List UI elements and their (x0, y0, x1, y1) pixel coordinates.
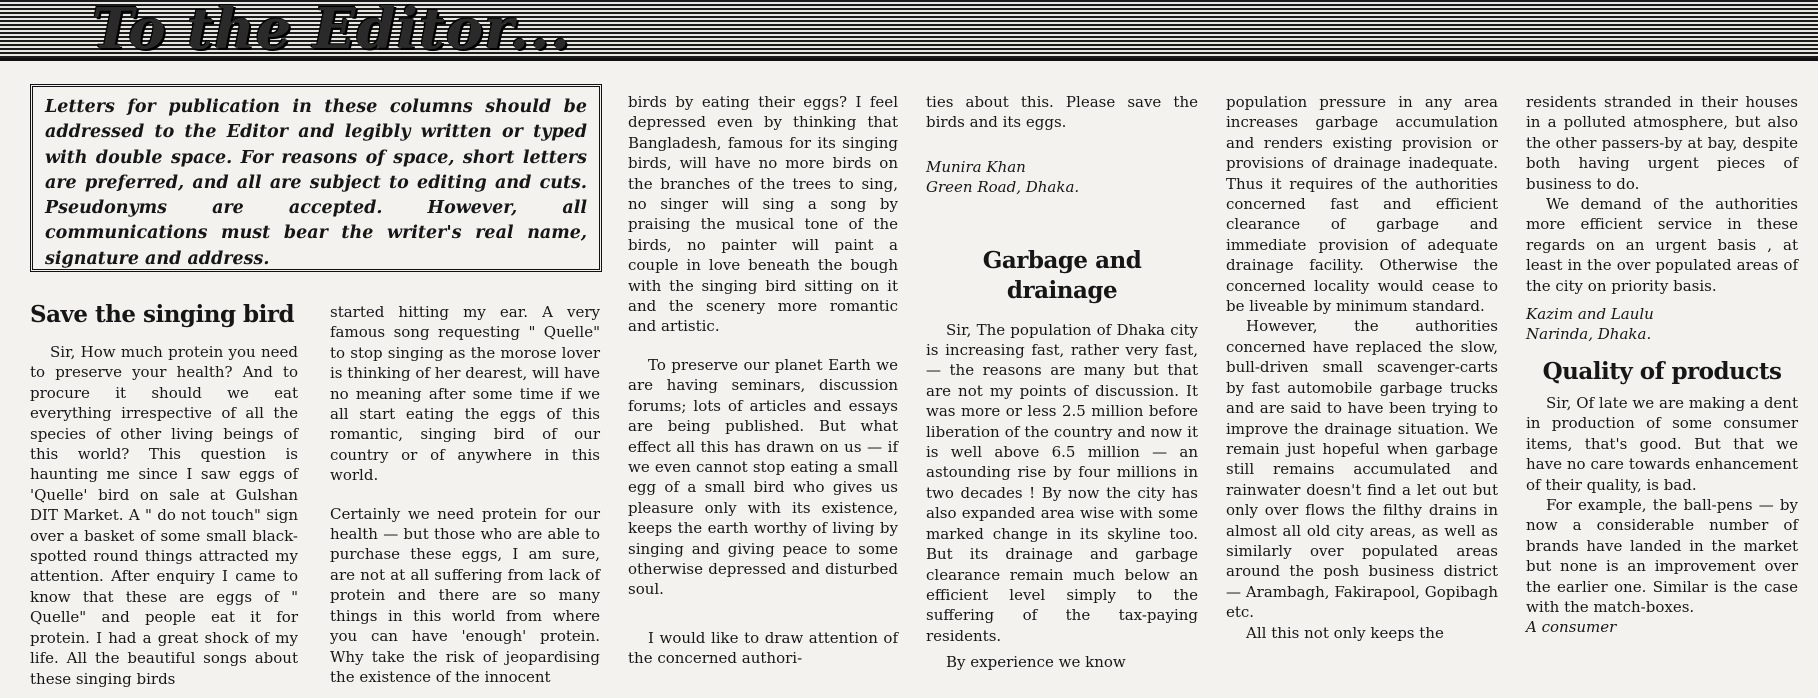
letter2-paragraph-7: We demand of the authorities more efficient service in these regards on an urgent basis , at least in the over populated areas of the city on priority basis. (1526, 195, 1798, 295)
letter2-paragraph-5: All this not only keeps the (1246, 623, 1444, 642)
column-1 (30, 300, 298, 689)
letter2-paragraph-4: However, the authorities concerned have replaced the slow, bull-driven small scavenger-carts by fast automobile garbage trucks and are said to have been trying to improve the drainage situation. We remain just hopeful when garbage still remains accumulated and rainwater doesn't find a let out but only over flows the filthy drains in almost all old city areas, as well as similarly over populated areas around the posh business district — Arambagh, Fakirapool, Gopibagh etc. (1226, 317, 1498, 622)
column-2 (330, 302, 600, 687)
letter1-signature-name: Munira Khan (926, 157, 1026, 176)
letter1-paragraph-2: started hitting my ear. A very famous song requesting " Quelle" to stop singing as the morose lover is thinking of her dearest, will have no meaning after some time if we all start eating the eggs of this romantic, singing bird of our country or of anywhere in this world. (330, 303, 600, 485)
letter1-paragraph-4: birds by eating their eggs? I feel depressed even by thinking that Bangladesh, famous for its singing birds, will have no more birds on the branches of the trees to sing, no singer will sing a song by praising the musical tone of the birds, no painter will paint a couple in love beneath the bough with the singing bird sitting on it and the scenery more romantic and artistic. (628, 93, 898, 336)
letter1-paragraph-1: Sir, How much protein you need to preserve your health? And to procure it should we eat everything irrespective of all the species of other living beings of this world? This question is haunting me since I saw eggs of 'Quelle' bird on sale at Gulshan DIT Market. A " do not touch" sign over a basket of some small black-spotted round things attracted my attention. After enquiry I came to know that these are eggs of " Quelle" and people eat it for protein. I had a great shock of my life. All the beautiful songs about these singing birds (30, 343, 298, 688)
letter2-signature-name: Kazim and Laulu (1526, 305, 1654, 324)
letter2-signature-place: Narinda, Dhaka. (1526, 325, 1652, 344)
column-6 (1526, 92, 1798, 638)
letter2-paragraph-6: residents stranded in their houses in a polluted atmosphere, but also the other passers-by at bay, despite both having urgent pieces of business to do. (1526, 93, 1798, 193)
letter1-signature-place: Green Road, Dhaka. (926, 178, 1080, 197)
headline-quality-products: Quality of products (1542, 357, 1782, 385)
column-5 (1226, 92, 1498, 643)
letter2-paragraph-2: By experience we know (946, 653, 1126, 672)
letter3-paragraph-1: Sir, Of late we are making a dent in production of some consumer items, that's good. But that we have no care towards enhancement of their quality, is bad. (1526, 393, 1798, 494)
editor-note-box (30, 84, 602, 272)
headline-garbage-drainage: Garbage and drainage (982, 246, 1142, 304)
letter1-paragraph-7: ties about this. Please save the birds and its eggs. (926, 93, 1198, 132)
headline-save-singing-bird: Save the singing bird (30, 301, 295, 328)
column-3 (628, 92, 898, 669)
section-banner (0, 0, 1818, 61)
letter1-paragraph-5: To preserve our planet Earth we are having seminars, discussion forums; lots of articles and essays are being published. But what effect all this has drawn on us — if we even cannot stop eating a small egg of a small bird who gives us pleasure only with its existence, keeps the earth worthy of living by singing and giving peace to some otherwise depressed and disturbed soul. (628, 355, 898, 599)
editor-note-text: Letters for publication in these columns should be addressed to the Editor and legibly written or typed with double space. For reasons of space, short letters are preferred, and all are subject to editing and cuts. Pseudonyms are accepted. However, all communications must bear the writer's real name, signature and address. (45, 97, 587, 269)
letter3-paragraph-2: For example, the ball-pens — by now a considerable number of brands have landed in the market but none is an improvement over the earlier one. Similar is the case with the match-boxes. (1526, 495, 1798, 616)
letter1-paragraph-3: Certainly we need protein for our health — but those who are able to purchase these eggs, I am sure, are not at all suffering from lack of protein and there are so many things in this world from where you can have 'enough' protein. Why take the risk of jeopardising the existence of the innocent (330, 504, 600, 686)
letter2-paragraph-3: population pressure in any area increases garbage accumulation and renders existing provision or provisions of drainage inadequate. Thus it requires of the authorities concerned fast and efficient clearance of garbage and immediate provision of adequate drainage facility. Otherwise the concerned locality would cease to be liveable by minimum standard. (1226, 93, 1498, 316)
letter2-paragraph-1: Sir, The population of Dhaka city is increasing fast, rather very fast, — the reasons are many but that are not my points of discussion. It was more or less 2.5 million before liberation of the country and now it is well above 6.5 million — an astounding rise by four millions in two decades ! By now the city has also expanded area wise with some marked change in its skyline too. But its drainage and garbage clearance remain much below an efficient level simply to the suffering of the tax-paying residents. (926, 320, 1198, 645)
letter1-paragraph-6: I would like to draw attention of the concerned authori- (628, 628, 898, 668)
letter3-signature: A consumer (1526, 618, 1617, 637)
section-title: To the Editor... (92, 0, 571, 62)
column-4 (926, 92, 1198, 673)
